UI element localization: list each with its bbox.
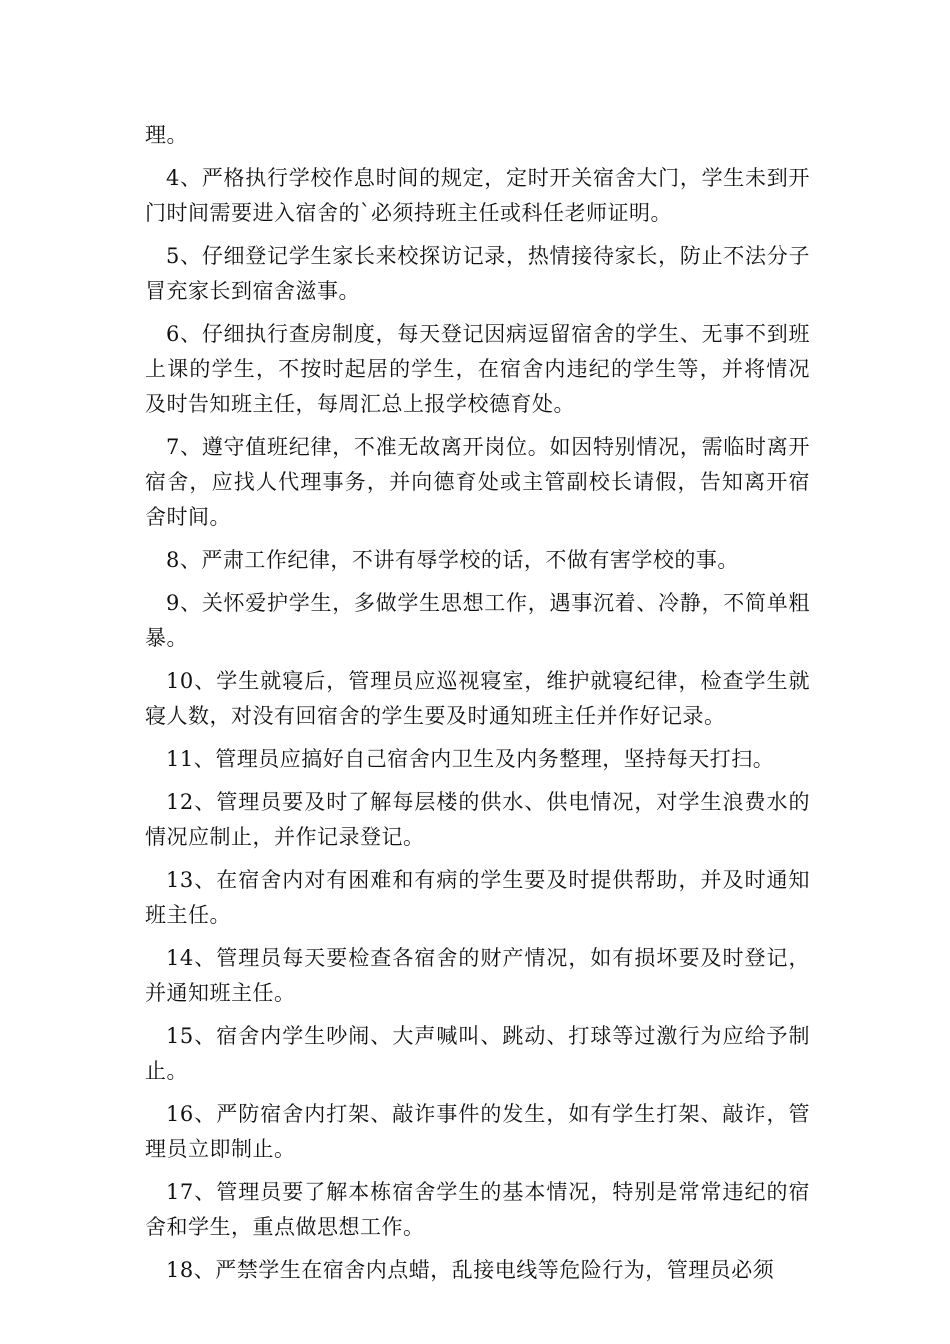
paragraph-item-12: 12、管理员要及时了解每层楼的供水、供电情况，对学生浪费水的情况应制止，并作记录登记。 [145, 790, 810, 849]
paragraph-item-5: 5、仔细登记学生家长来校探访记录，热情接待家长，防止不法分子冒充家长到宿舍滋事。 [145, 244, 810, 303]
paragraph-item-9: 9、关怀爱护学生，多做学生思想工作，遇事沉着、冷静，不简单粗暴。 [145, 591, 810, 650]
paragraph-item-18: 18、严禁学生在宿舍内点蜡，乱接电线等危险行为，管理员必须 [166, 1258, 775, 1282]
paragraph-item-14: 14、管理员每天要检查各宿舍的财产情况，如有损坏要及时登记，并通知班主任。 [145, 946, 810, 1005]
paragraph-item-16: 16、严防宿舍内打架、敲诈事件的发生，如有学生打架、敲诈，管理员立即制止。 [145, 1102, 810, 1161]
paragraph-item-4: 4、严格执行学校作息时间的规定，定时开关宿舍大门，学生未到开门时间需要进入宿舍的`必须持班主任或科任老师证明。 [145, 166, 810, 225]
paragraph-item-6: 6、仔细执行查房制度，每天登记因病逗留宿舍的学生、无事不到班上课的学生，不按时起居的学生，在宿舍内违纪的学生等，并将情况及时告知班主任，每周汇总上报学校德育处。 [145, 322, 810, 416]
paragraph-item-15: 15、宿舍内学生吵闹、大声喊叫、跳动、打球等过激行为应给予制止。 [145, 1024, 810, 1083]
paragraph-item-17: 17、管理员要了解本栋宿舍学生的基本情况，特别是常常违纪的宿舍和学生，重点做思想工作。 [145, 1180, 810, 1239]
paragraph-item-13: 13、在宿舍内对有困难和有病的学生要及时提供帮助，并及时通知班主任。 [145, 868, 810, 927]
paragraph-item-10: 10、学生就寝后，管理员应巡视寝室，维护就寝纪律，检查学生就寝人数，对没有回宿舍的学生要及时通知班主任并作好记录。 [145, 669, 810, 728]
document-body [145, 118, 810, 1296]
paragraph-continuation: 理。 [145, 123, 188, 147]
paragraph-item-8: 8、严肃工作纪律，不讲有辱学校的话，不做有害学校的事。 [166, 548, 739, 572]
paragraph-item-11: 11、管理员应搞好自己宿舍内卫生及内务整理，坚持每天打扫。 [166, 747, 775, 771]
paragraph-item-7: 7、遵守值班纪律，不准无故离开岗位。如因特别情况，需临时离开宿舍，应找人代理事务，并向德育处或主管副校长请假，告知离开宿舍时间。 [145, 435, 810, 529]
